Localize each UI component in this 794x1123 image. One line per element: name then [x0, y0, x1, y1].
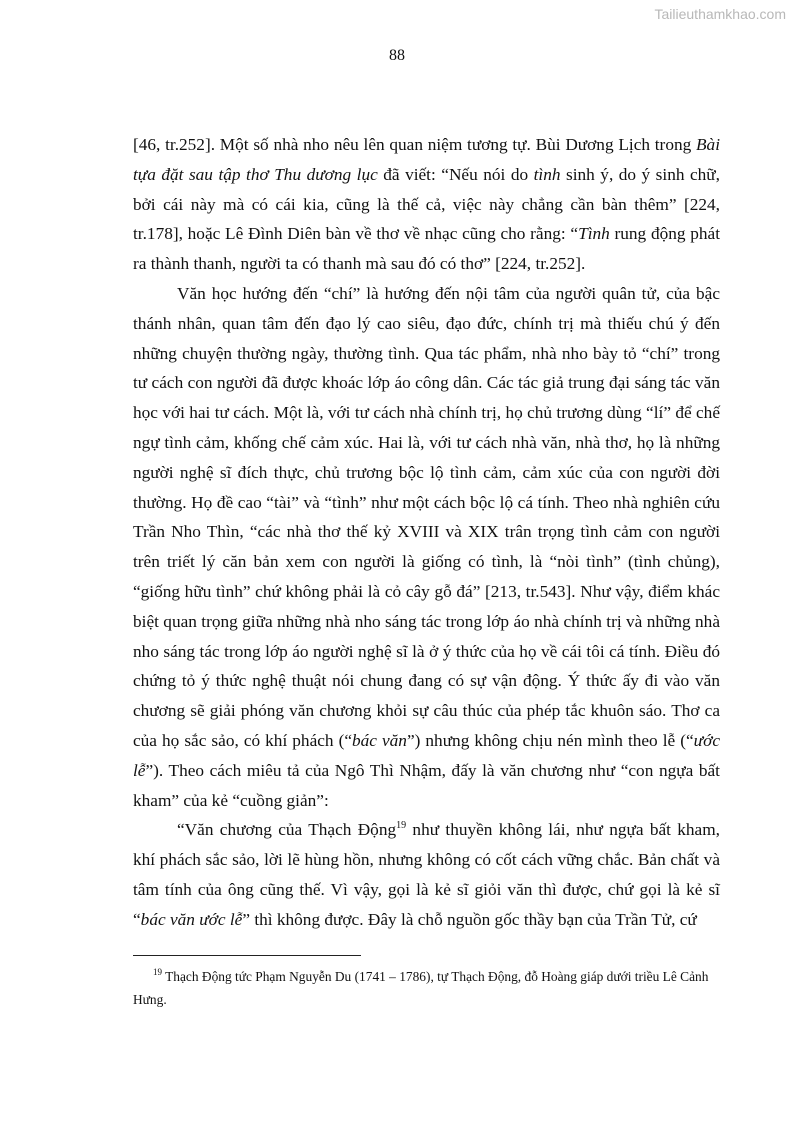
text-run: như thuyền không lái, như ngựa bất kham, khí phách sắc sảo, lời lẽ hùng hồn, nhưng không có cốt cách vững chắc. Bản chất và tâm tính của ông cũng thế. Vì vậy, gọi là kẻ sĩ giỏi văn thì được, chứ gọi là kẻ sĩ “ [133, 820, 720, 929]
footnote-reference[interactable]: 19 [396, 819, 407, 831]
paragraph-1 [133, 130, 720, 279]
text-run: đã viết: “Nếu nói do [377, 164, 534, 184]
page-number: 88 [389, 47, 405, 64]
italic-run: tình [533, 164, 561, 184]
footnote-number: 19 [153, 966, 162, 977]
text-run: ”) nhưng không chịu nén mình theo lễ (“ [406, 730, 694, 750]
text-run: rung động phát ra thành thanh, người ta có thanh mà sau đó có thơ” [224, tr.252]. [133, 224, 720, 274]
italic-run: Tình [578, 224, 610, 244]
text-run: Văn học hướng đến “chí” là hướng đến nội tâm của người quân tử, của bậc thánh nhân, quan tâm đến đạo lý cao siêu, đạo đức, chính trị mà thiếu chú ý đến những chuyện thường ngày, thường tình. Qua tác phẩm, nhà nho bày tỏ “chí” trong tư cách con người đã được khoác lớp áo công dân. Các tác giả trung đại sáng tác văn học với hai tư cách. Một là, với tư cách nhà chính trị, họ chủ trương dùng “lí” để chế ngự tình cảm, khống chế cảm xúc. Hai là, với tư cách nhà văn, nhà thơ, họ là những người nghệ sĩ đích thực, chủ trương bộc lộ tình cảm, cảm xúc của con người đời thường. Họ đề cao “tài” và “tình” như một cách bộc lộ cá tính. Theo nhà nghiên cứu Trần Nho Thìn, “các nhà thơ thế kỷ XVIII và XIX trân trọng tình cảm con người trên triết lý căn bản xem con người là giống có tình, là “nòi tình” (tình chủng), “giống hữu tình” chứ không phải là cỏ cây gỗ đá” [213, tr.543]. Như vậy, điểm khác biệt quan trọng giữa những nhà nho sáng tác trong lớp áo nhà chính trị và những nhà nho sáng tác trong lớp áo người nghệ sĩ là ở ý thức của họ về cái tôi cá tính. Điều đó chứng tỏ ý thức nghệ thuật nói chung đang có sự vận động. Ý thức ấy đi vào văn chương sẽ giải phóng văn chương khỏi sự câu thúc của phép tắc khuôn sáo. Thơ ca của họ sắc sảo, có khí phách (“ [133, 283, 720, 750]
text-run: sinh ý, do ý sinh chữ, bởi cái này mà có cái kia, cũng là thế cả, việc này chẳng cần bàn thêm” [224, tr.178], hoặc Lê Đình Diên bàn về thơ về nhạc cũng cho rằng: “ [133, 164, 720, 244]
paragraph-3 [133, 815, 720, 934]
footnote-text: Thạch Động tức Phạm Nguyễn Du (1741 – 1786), tự Thạch Động, đỗ Hoàng giáp dưới triều Lê Cảnh Hưng. [133, 969, 709, 1007]
watermark: Tailieuthamkhao.com [654, 6, 786, 22]
text-run: [46, tr.252]. Một số nhà nho nêu lên quan niệm tương tự. Bùi Dương Lịch trong [133, 135, 696, 154]
footnote [133, 965, 723, 1011]
italic-run: bác văn ước lễ [140, 909, 243, 929]
italic-run: bác văn [352, 730, 407, 750]
text-run: ”). Theo cách miêu tả của Ngô Thì Nhậm, đấy là văn chương như “con ngựa bất kham” của kẻ “cuồng giản”: [133, 760, 720, 810]
italic-run: ước lễ [133, 730, 720, 780]
text-run: “Văn chương của Thạch Động [177, 820, 397, 840]
text-run: ” thì không được. Đây là chỗ nguồn gốc thầy bạn của Trần Tử, cứ [242, 909, 697, 929]
paragraph-2 [133, 279, 720, 815]
body-text [133, 130, 720, 935]
italic-run: Bài tựa đặt sau tập thơ Thu dương lục [133, 135, 720, 184]
footnote-divider [133, 955, 361, 956]
